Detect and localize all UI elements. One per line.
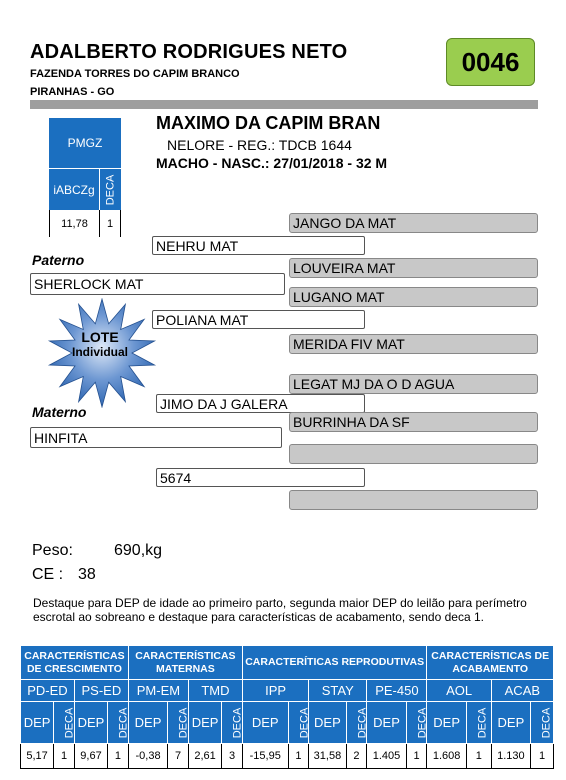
deca-label-acab [531, 702, 554, 744]
pmgz-deca-value: 1 [100, 210, 121, 237]
dep-label-ps-ed: DEP [74, 702, 107, 744]
deca-value-acab: 1 [531, 744, 554, 769]
deca-value-pm-em: 7 [168, 744, 189, 769]
dep-label-tmd: DEP [188, 702, 221, 744]
deca-value-ps-ed: 1 [108, 744, 129, 769]
pmgz-deca-label-text: DECA [104, 174, 117, 205]
deca-label-text-stay: DECA [355, 707, 368, 738]
pedigree-sire: SHERLOCK MAT [30, 273, 285, 295]
deca-label-text-pd-ed: DECA [63, 707, 76, 738]
pedigree-dam-dam-sire [289, 444, 538, 464]
dep-value-acab: 1.130 [491, 744, 530, 769]
animal-sex-birthdate: MACHO - NASC.: 27/01/2018 - 32 M [156, 155, 388, 171]
dep-value-ipp: -15,95 [242, 744, 288, 769]
highlight-note: Destaque para DEP de idade ao primeiro parto, segunda maior DEP do leilão para perímetro escrotal ao sobreano e destaque para características de acabamento, sendo deca 1. [33, 596, 527, 624]
deca-label-pd-ed [54, 702, 75, 744]
dep-label-ipp: DEP [242, 702, 288, 744]
deca-label-text-aol: DECA [476, 707, 489, 738]
header-divider [30, 100, 538, 109]
pmgz-title: PMGZ [49, 118, 121, 168]
paterno-label: Paterno [32, 252, 85, 268]
pedigree-sire-sire-dam: LOUVEIRA MAT [289, 258, 538, 278]
group-reprodutivas: CARACTERÍTICAS REPRODUTIVAS [242, 646, 427, 680]
deca-label-ipp [288, 702, 309, 744]
dep-value-pd-ed: 5,17 [21, 744, 54, 769]
owner-name: ADALBERTO RODRIGUES NETO [30, 41, 348, 63]
dep-value-stay: 31,58 [309, 744, 346, 769]
materno-label: Materno [32, 404, 87, 420]
trait-tmd: TMD [188, 680, 242, 702]
dep-value-pm-em: -0,38 [128, 744, 167, 769]
deca-label-pe-450 [406, 702, 427, 744]
trait-pm-em: PM-EM [128, 680, 188, 702]
owner-farm: FAZENDA TORRES DO CAPIM BRANCO [30, 68, 240, 80]
dep-label-aol: DEP [427, 702, 466, 744]
trait-ps-ed: PS-ED [74, 680, 128, 702]
deca-value-aol: 1 [466, 744, 491, 769]
dep-table [20, 645, 554, 769]
dep-label-pd-ed: DEP [21, 702, 54, 744]
dep-value-aol: 1.608 [427, 744, 466, 769]
dep-label-stay: DEP [309, 702, 346, 744]
owner-city: PIRANHAS - GO [30, 86, 115, 98]
deca-label-aol [466, 702, 491, 744]
pedigree-sire-dam-sire: LUGANO MAT [289, 287, 538, 307]
pmgz-deca-label [100, 168, 121, 210]
dep-label-pe-450: DEP [367, 702, 406, 744]
lote-star-line1: LOTE [81, 329, 119, 345]
pmgz-index-value: 11,78 [49, 210, 100, 237]
pedigree-sire-sire: NEHRU MAT [152, 236, 365, 255]
pedigree-sire-sire-sire: JANGO DA MAT [289, 213, 538, 233]
deca-value-ipp: 1 [288, 744, 309, 769]
dep-value-pe-450: 1.405 [367, 744, 406, 769]
trait-acab: ACAB [491, 680, 553, 702]
group-crescimento: CARACTERÍSTICAS DE CRESCIMENTO [21, 646, 129, 680]
pedigree-dam-sire-dam: BURRINHA DA SF [289, 412, 538, 432]
deca-value-pe-450: 1 [406, 744, 427, 769]
deca-label-tmd [222, 702, 243, 744]
dep-label-acab: DEP [491, 702, 530, 744]
peso-label: Peso: [32, 542, 73, 559]
animal-name: MAXIMO DA CAPIM BRAN [156, 113, 381, 133]
lot-number-badge: 0046 [446, 38, 535, 86]
deca-label-stay [346, 702, 367, 744]
trait-stay: STAY [309, 680, 367, 702]
trait-row [21, 680, 554, 702]
lote-star-text [47, 329, 153, 359]
pedigree-dam-sire: JIMO DA J GALERA [156, 394, 365, 413]
deca-value-tmd: 3 [222, 744, 243, 769]
deca-label-text-ipp: DECA [297, 707, 310, 738]
deca-value-pd-ed: 1 [54, 744, 75, 769]
dep-value-tmd: 2,61 [188, 744, 221, 769]
lote-star-line2: Individual [71, 345, 128, 359]
pedigree-dam: HINFITA [30, 427, 282, 448]
deca-label-pm-em [168, 702, 189, 744]
pedigree-dam-dam: 5674 [156, 468, 365, 487]
peso-value: 690,kg [114, 542, 163, 559]
deca-value-stay: 2 [346, 744, 367, 769]
pmgz-index-label: iABCZg [49, 168, 100, 210]
deca-label-text-acab: DECA [540, 707, 553, 738]
deca-label-text-pe-450: DECA [415, 707, 428, 738]
dep-value-ps-ed: 9,67 [74, 744, 107, 769]
ce-label: CE : [32, 566, 64, 583]
trait-aol: AOL [427, 680, 491, 702]
group-maternas: CARACTERÍSTICAS MATERNAS [128, 646, 242, 680]
group-acabamento: CARACTERÍSTICAS DE ACABAMENTO [427, 646, 554, 680]
ce-value: 38 [78, 566, 96, 583]
pedigree-dam-sire-sire: LEGAT MJ DA O D AGUA [289, 374, 538, 394]
trait-ipp: IPP [242, 680, 308, 702]
dep-value-row [21, 744, 554, 769]
animal-breed-registration: NELORE - REG.: TDCB 1644 [167, 137, 352, 153]
trait-pe-450: PE-450 [367, 680, 427, 702]
deca-label-text-pm-em: DECA [177, 707, 190, 738]
dep-deca-header-row [21, 702, 554, 744]
deca-label-text-ps-ed: DECA [117, 707, 130, 738]
trait-pd-ed: PD-ED [21, 680, 75, 702]
pedigree-dam-dam-dam [289, 490, 538, 510]
pedigree-sire-dam-dam: MERIDA FIV MAT [289, 334, 538, 354]
deca-label-text-tmd: DECA [231, 707, 244, 738]
deca-label-ps-ed [108, 702, 129, 744]
dep-label-pm-em: DEP [128, 702, 167, 744]
pedigree-sire-dam: POLIANA MAT [152, 310, 365, 329]
